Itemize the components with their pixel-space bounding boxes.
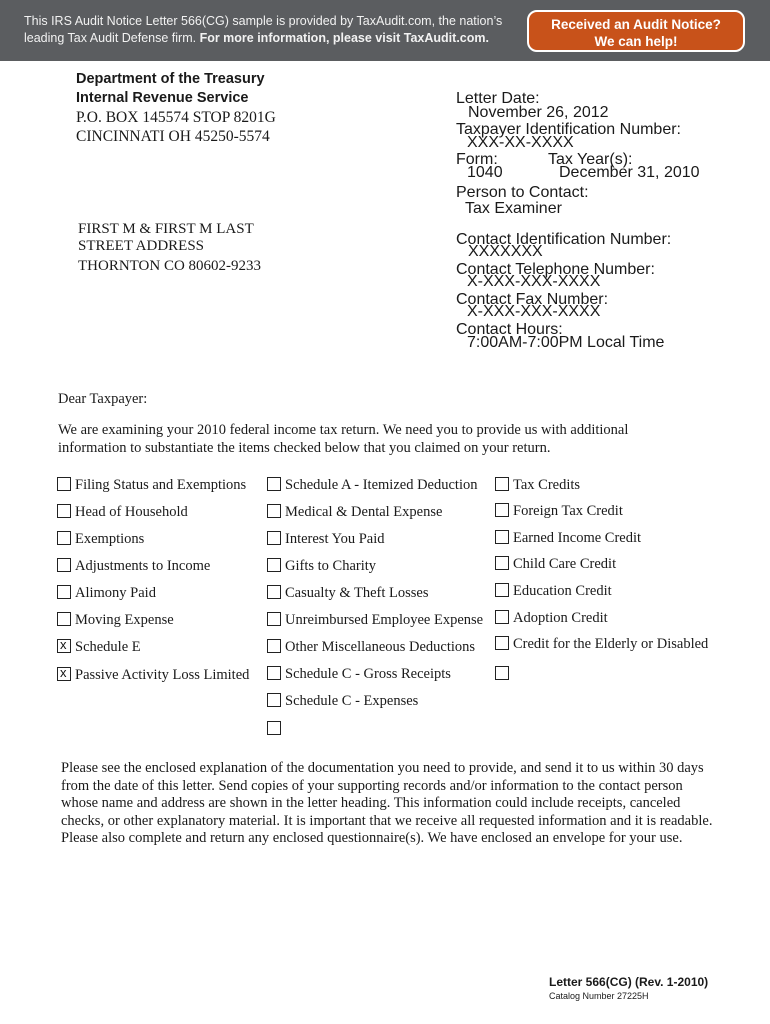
checklist-item[interactable] [267, 639, 475, 655]
contact-person-value: Tax Examiner [465, 200, 562, 217]
checklist-item-blank[interactable] [495, 666, 513, 680]
recipient-address-block [78, 221, 261, 275]
checklist-label: Schedule A - Itemized Deduction [285, 477, 478, 493]
checkbox[interactable] [267, 558, 281, 572]
recipient-name: FIRST M & FIRST M LAST [78, 221, 254, 237]
tin-value: XXX-XX-XXXX [467, 134, 574, 151]
checkbox-checked[interactable] [57, 639, 71, 653]
checkbox-checked[interactable] [57, 667, 71, 681]
checklist-item[interactable] [495, 530, 641, 546]
checklist-item[interactable] [57, 639, 141, 655]
contact-person-label: Person to Contact: [456, 184, 589, 201]
checklist-label: Casualty & Theft Losses [285, 585, 429, 601]
checklist-item[interactable] [57, 477, 246, 493]
letter-date-value: November 26, 2012 [468, 104, 609, 121]
checkbox[interactable] [495, 666, 509, 680]
recipient-city: THORNTON CO 80602-9233 [78, 258, 262, 274]
checkbox[interactable] [495, 556, 509, 570]
checklist-label: Medical & Dental Expense [285, 504, 443, 520]
form-value: 1040 [467, 164, 503, 181]
checkbox[interactable] [267, 666, 281, 680]
checklist-label: Credit for the Elderly or Disabled [513, 636, 709, 652]
checklist-item[interactable] [57, 667, 249, 683]
checkbox[interactable] [495, 530, 509, 544]
checkbox[interactable] [57, 477, 71, 491]
checklist-item[interactable] [495, 610, 608, 626]
sender-address-line-1: P.O. BOX 145574 STOP 8201G [76, 109, 276, 126]
checklist-label: Adjustments to Income [75, 558, 211, 574]
checklist-item[interactable] [495, 503, 623, 519]
checklist-label: Exemptions [75, 531, 145, 547]
fax-value: X-XXX-XXX-XXXX [467, 303, 601, 320]
cta-line-1: Received an Audit Notice? [551, 17, 721, 32]
checklist-item-blank[interactable] [267, 721, 285, 735]
checklist-label: Other Miscellaneous Deductions [285, 639, 476, 655]
tax-years-label: Tax Year(s): [548, 151, 633, 168]
checkbox[interactable] [57, 504, 71, 518]
checkbox[interactable] [495, 583, 509, 597]
checklist-label: Alimony Paid [75, 585, 156, 601]
checklist-label: Adoption Credit [513, 610, 608, 626]
recipient-street: STREET ADDRESS [78, 238, 204, 254]
contact-hours-value: 7:00AM-7:00PM Local Time [467, 334, 665, 351]
checklist-label: Child Care Credit [513, 556, 617, 572]
checkbox[interactable] [495, 610, 509, 624]
checkbox[interactable] [57, 531, 71, 545]
checklist-label: Moving Expense [75, 612, 174, 628]
checkbox[interactable] [267, 504, 281, 518]
checklist-item[interactable] [267, 612, 483, 628]
checklist-item[interactable] [267, 585, 429, 601]
promo-banner [0, 0, 770, 61]
tin-label: Taxpayer Identification Number: [456, 121, 681, 138]
checkbox[interactable] [267, 693, 281, 707]
checklist-item[interactable] [495, 636, 708, 652]
checklist-label: Filing Status and Exemptions [75, 477, 247, 493]
contact-hours-label: Contact Hours: [456, 321, 563, 338]
checklist-label: Schedule C - Gross Receipts [285, 666, 451, 682]
fax-label: Contact Fax Number: [456, 291, 609, 308]
letter-code: Letter 566(CG) (Rev. 1-2010) [549, 975, 709, 989]
checklist-item[interactable] [267, 558, 376, 574]
checklist-label: Unreimbursed Employee Expense [285, 612, 484, 628]
sender-address-block [76, 70, 276, 146]
checklist-label: Earned Income Credit [513, 530, 642, 546]
contact-id-value: XXXXXXX [468, 243, 543, 260]
checklist-item[interactable] [57, 531, 144, 547]
checkbox[interactable] [267, 612, 281, 626]
checkbox[interactable] [57, 558, 71, 572]
tax-years-value: December 31, 2010 [559, 164, 700, 181]
checklist-item[interactable] [267, 693, 418, 709]
sender-department: Department of the Treasury [76, 71, 265, 87]
catalog-number: Catalog Number 27225H [549, 991, 649, 1001]
salutation: Dear Taxpayer: [58, 391, 148, 407]
checklist-item[interactable] [57, 585, 156, 601]
contact-id-label: Contact Identification Number: [456, 231, 672, 248]
checkbox[interactable] [495, 477, 509, 491]
letter-date-label: Letter Date: [456, 90, 540, 107]
checkbox[interactable] [267, 477, 281, 491]
closing-paragraph: Please see the enclosed explanation of the documentation you need to provide, and send it to us within 30 days from the date of this letter. Send copies of your supporting records and/or information to the contact person whose name and address are shown in the letter heading. This information could include receipts, canceled checks, or other explanatory material. It is important that we receive all requested information and it is readable. Please also complete and return any enclosed questionnaire(s). We have enclosed an envelope for your use. [61, 760, 713, 846]
banner-line-1: This IRS Audit Notice Letter 566(CG) sample is provided by TaxAudit.com, the nation’s [24, 14, 503, 28]
banner-text [24, 13, 524, 47]
banner-line-2-plain: leading Tax Audit Defense firm. [24, 31, 200, 45]
checklist-item[interactable] [57, 504, 188, 520]
checklist-label: Gifts to Charity [285, 558, 377, 574]
checkbox[interactable] [495, 636, 509, 650]
checklist-label: Education Credit [513, 583, 612, 599]
checklist-item[interactable] [57, 558, 210, 574]
letter-footer [549, 975, 708, 1001]
cta-line-2: We can help! [594, 34, 678, 49]
sender-address-line-2: CINCINNATI OH 45250-5574 [76, 128, 270, 145]
checklist-item[interactable] [267, 531, 385, 547]
checklist-label: Schedule E [75, 639, 141, 655]
checklist-label: Foreign Tax Credit [513, 503, 623, 519]
checkbox[interactable] [57, 612, 71, 626]
checklist-item[interactable] [495, 556, 616, 572]
checklist-label: Tax Credits [513, 477, 581, 493]
checklist-label: Head of Household [75, 504, 188, 520]
checklist-item[interactable] [57, 612, 174, 628]
checklist-item[interactable] [495, 583, 612, 599]
checkbox[interactable] [267, 639, 281, 653]
checkbox[interactable] [267, 585, 281, 599]
checkbox[interactable] [57, 585, 71, 599]
checklist-item[interactable] [267, 477, 477, 493]
banner-line-2-link[interactable]: For more information, please visit TaxAudit.com. [199, 31, 489, 45]
checkbox[interactable] [267, 721, 281, 735]
checkbox[interactable] [495, 503, 509, 517]
checkbox[interactable] [267, 531, 281, 545]
checklist-item[interactable] [495, 477, 580, 493]
banner-line-2 [24, 30, 524, 47]
checklist-label: Passive Activity Loss Limited [75, 667, 250, 683]
checklist-label: Interest You Paid [285, 531, 385, 547]
phone-value: X-XXX-XXX-XXXX [467, 273, 601, 290]
intro-paragraph: We are examining your 2010 federal income tax return. We need you to provide us with additional information to substantiate the items checked below that you claimed on your return. [58, 422, 629, 456]
phone-label: Contact Telephone Number: [456, 261, 655, 278]
sender-agency: Internal Revenue Service [76, 90, 249, 106]
checklist-label: Schedule C - Expenses [285, 693, 419, 709]
form-label: Form: [456, 151, 498, 168]
checklist-item[interactable] [267, 504, 442, 520]
audit-help-button[interactable] [527, 10, 745, 52]
checklist-item[interactable] [267, 666, 451, 682]
